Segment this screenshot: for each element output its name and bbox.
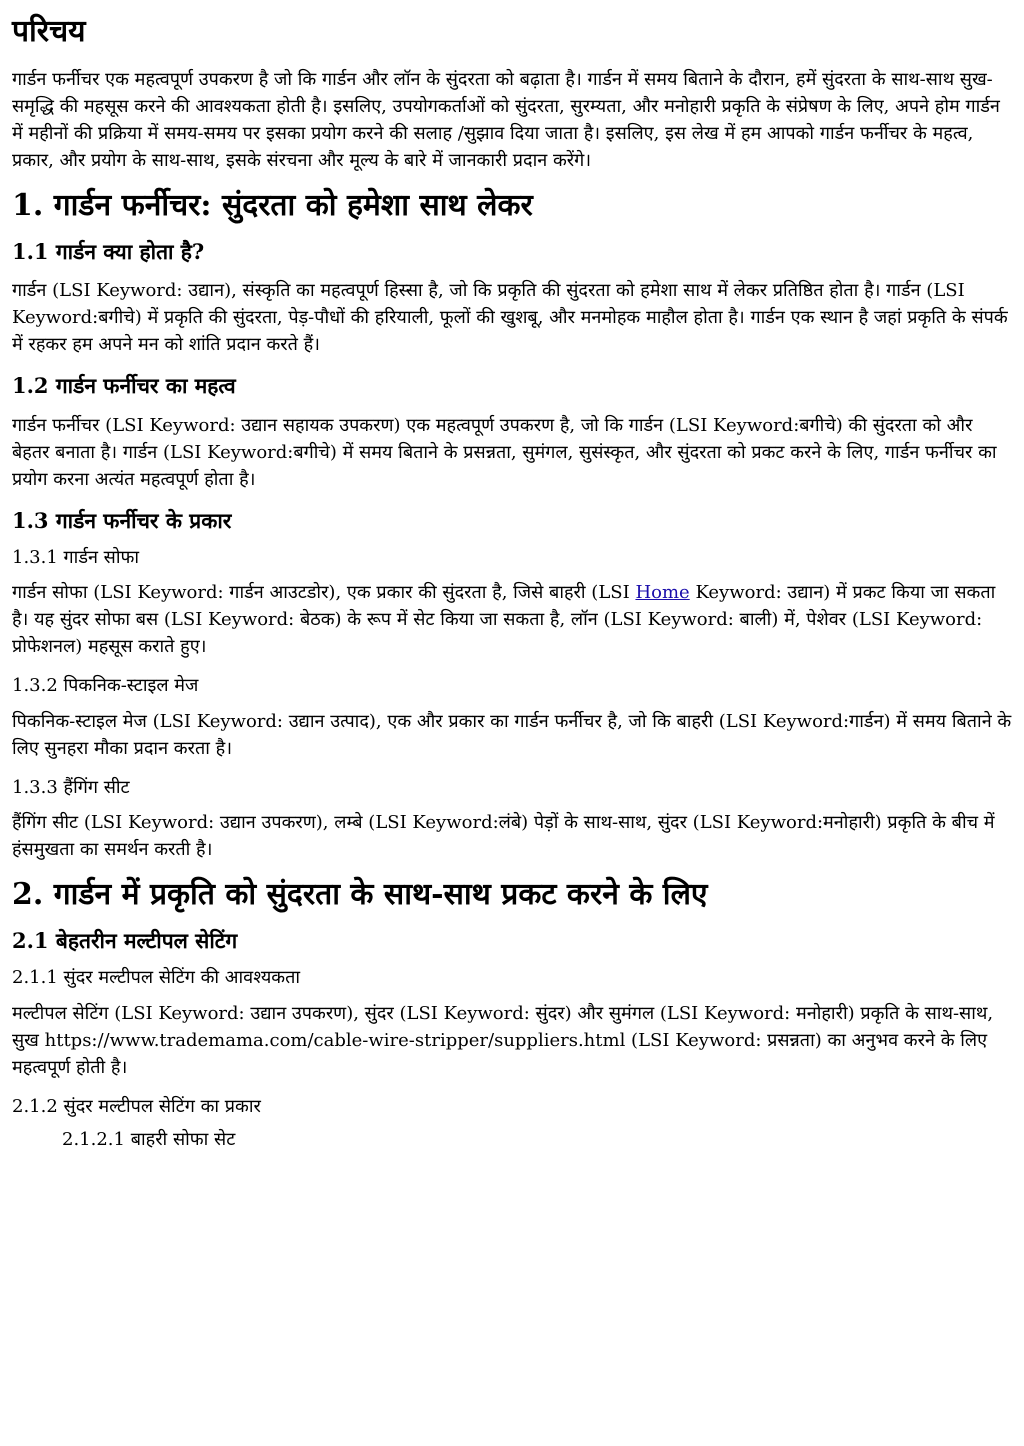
section-1-3-1-heading: 1.3.1 गार्डन सोफा	[12, 546, 140, 568]
section-1-3-2-heading: 1.3.2 पिकनिक-स्टाइल मेज	[12, 675, 199, 697]
section-2-1-1-heading: 2.1.1 सुंदर मल्टीपल सेटिंग की आवश्यकता	[12, 967, 301, 989]
section-1-3-heading: 1.3 गार्डन फर्नीचर के प्रकार	[12, 507, 232, 533]
home-link[interactable]: Home	[635, 582, 690, 604]
section-2-1-heading: 2.1 बेहतरीन मल्टीपल सेटिंग	[12, 928, 238, 954]
section-1-2-paragraph: गार्डन फर्नीचर (LSI Keyword: उद्यान सहायक उपकरण) एक महत्वपूर्ण उपकरण है, जो कि गार्डन (LSI Keyword:बगीचे) की सुंदरता को और बेहतर बनाता है। गार्डन (LSI Keyword:बगीचे) में समय बिताने के प्रसन्नता, सुमंगल, सुसंस्कृत, और सुंदरता को प्रकट करने के लिए, गार्डन फर्नीचर का प्रयोग करना अत्यंत महत्वपूर्ण होता है।	[12, 414, 997, 490]
section-1-3-3-paragraph: हैंगिंग सीट (LSI Keyword: उद्यान उपकरण), लम्बे (LSI Keyword:लंबे) पेड़ों के साथ-साथ, सुंदर (LSI Keyword:मनोहारी) प्रकृति के बीच में हंसमुखता का समर्थन करती है।	[12, 812, 995, 861]
section-1-3-1-paragraph	[12, 579, 1012, 660]
section-2-1-1-paragraph: मल्टीपल सेटिंग (LSI Keyword: उद्यान उपकरण), सुंदर (LSI Keyword: सुंदर) और सुमंगल (LSI Keyword: मनोहारी) प्रकृति के साथ-साथ, सुख https://www.trademama.com/cable-wire-stripper/suppliers.html (LSI Keyword: प्रसन्नता) का अनुभव करने के लिए महत्वपूर्ण होती है।	[12, 1002, 994, 1078]
section-1-3-1-text-before-link: गार्डन सोफा (LSI Keyword: गार्डन आउटडोर), एक प्रकार की सुंदरता है, जिसे बाहरी (LSI	[12, 582, 636, 604]
intro-heading: परिचय	[12, 14, 86, 49]
section-1-heading: 1. गार्डन फर्नीचर: सुंदरता को हमेशा साथ लेकर	[12, 188, 533, 223]
section-2-1-2-heading: 2.1.2 सुंदर मल्टीपल सेटिंग का प्रकार	[12, 1095, 261, 1117]
section-1-1-heading: 1.1 गार्डन क्या होता है?	[12, 239, 205, 264]
section-2-heading: 2. गार्डन में प्रकृति को सुंदरता के साथ-साथ प्रकट करने के लिए	[12, 877, 708, 913]
section-2-1-2-1-heading: 2.1.2.1 बाहरी सोफा सेट	[62, 1129, 236, 1151]
intro-paragraph: गार्डन फर्नीचर एक महत्वपूर्ण उपकरण है जो कि गार्डन और लॉन के सुंदरता को बढ़ाता है। गार्डन में समय बिताने के दौरान, हमें सुंदरता के साथ-साथ सुख-समृद्धि की महसूस करने की आवश्यकता होती है। इसलिए, उपयोगकर्ताओं को सुंदरता, सुरम्यता, और मनोहारी प्रकृति के संप्रेषण के लिए, अपने होम गार्डन में महीनों की प्रक्रिया में समय-समय पर इसका प्रयोग करने की सलाह /सुझाव दिया जाता है। इसलिए, इस लेख में हम आपको गार्डन फर्नीचर के महत्व, प्रकार, और प्रयोग के साथ-साथ, इसके संरचना और मूल्य के बारे में जानकारी प्रदान करेंगे।	[12, 69, 1000, 171]
section-1-3-3-heading: 1.3.3 हैंगिंग सीट	[12, 776, 130, 798]
section-1-2-heading: 1.2 गार्डन फर्नीचर का महत्व	[12, 373, 236, 399]
section-1-3-1-text-after-link: Keyword: उद्यान) में प्रकट किया जा सकता है। यह सुंदर सोफा बस (LSI Keyword: बेठक) के रूप में सेट किया जा सकता है, लॉन (LSI Keyword: बाली) में, पेशेवर (LSI Keyword: प्रोफेशनल) महसूस कराते हुए।	[12, 582, 996, 658]
section-1-1-paragraph: गार्डन (LSI Keyword: उद्यान), संस्कृति का महत्वपूर्ण हिस्सा है, जो कि प्रकृति की सुंदरता को हमेशा साथ में लेकर प्रतिष्ठित होता है। गार्डन (LSI Keyword:बगीचे) में प्रकृति की सुंदरता, पेड़-पौधों की हरियाली, फूलों की खुशबू, और मनमोहक माहौल होता है। गार्डन एक स्थान है जहां प्रकृति के संपर्क में रहकर हम अपने मन को शांति प्रदान करते हैं।	[12, 280, 1008, 356]
section-1-3-2-paragraph: पिकनिक-स्टाइल मेज (LSI Keyword: उद्यान उत्पाद), एक और प्रकार का गार्डन फर्नीचर है, जो कि बाहरी (LSI Keyword:गार्डन) में समय बिताने के लिए सुनहरा मौका प्रदान करता है।	[12, 710, 1012, 759]
